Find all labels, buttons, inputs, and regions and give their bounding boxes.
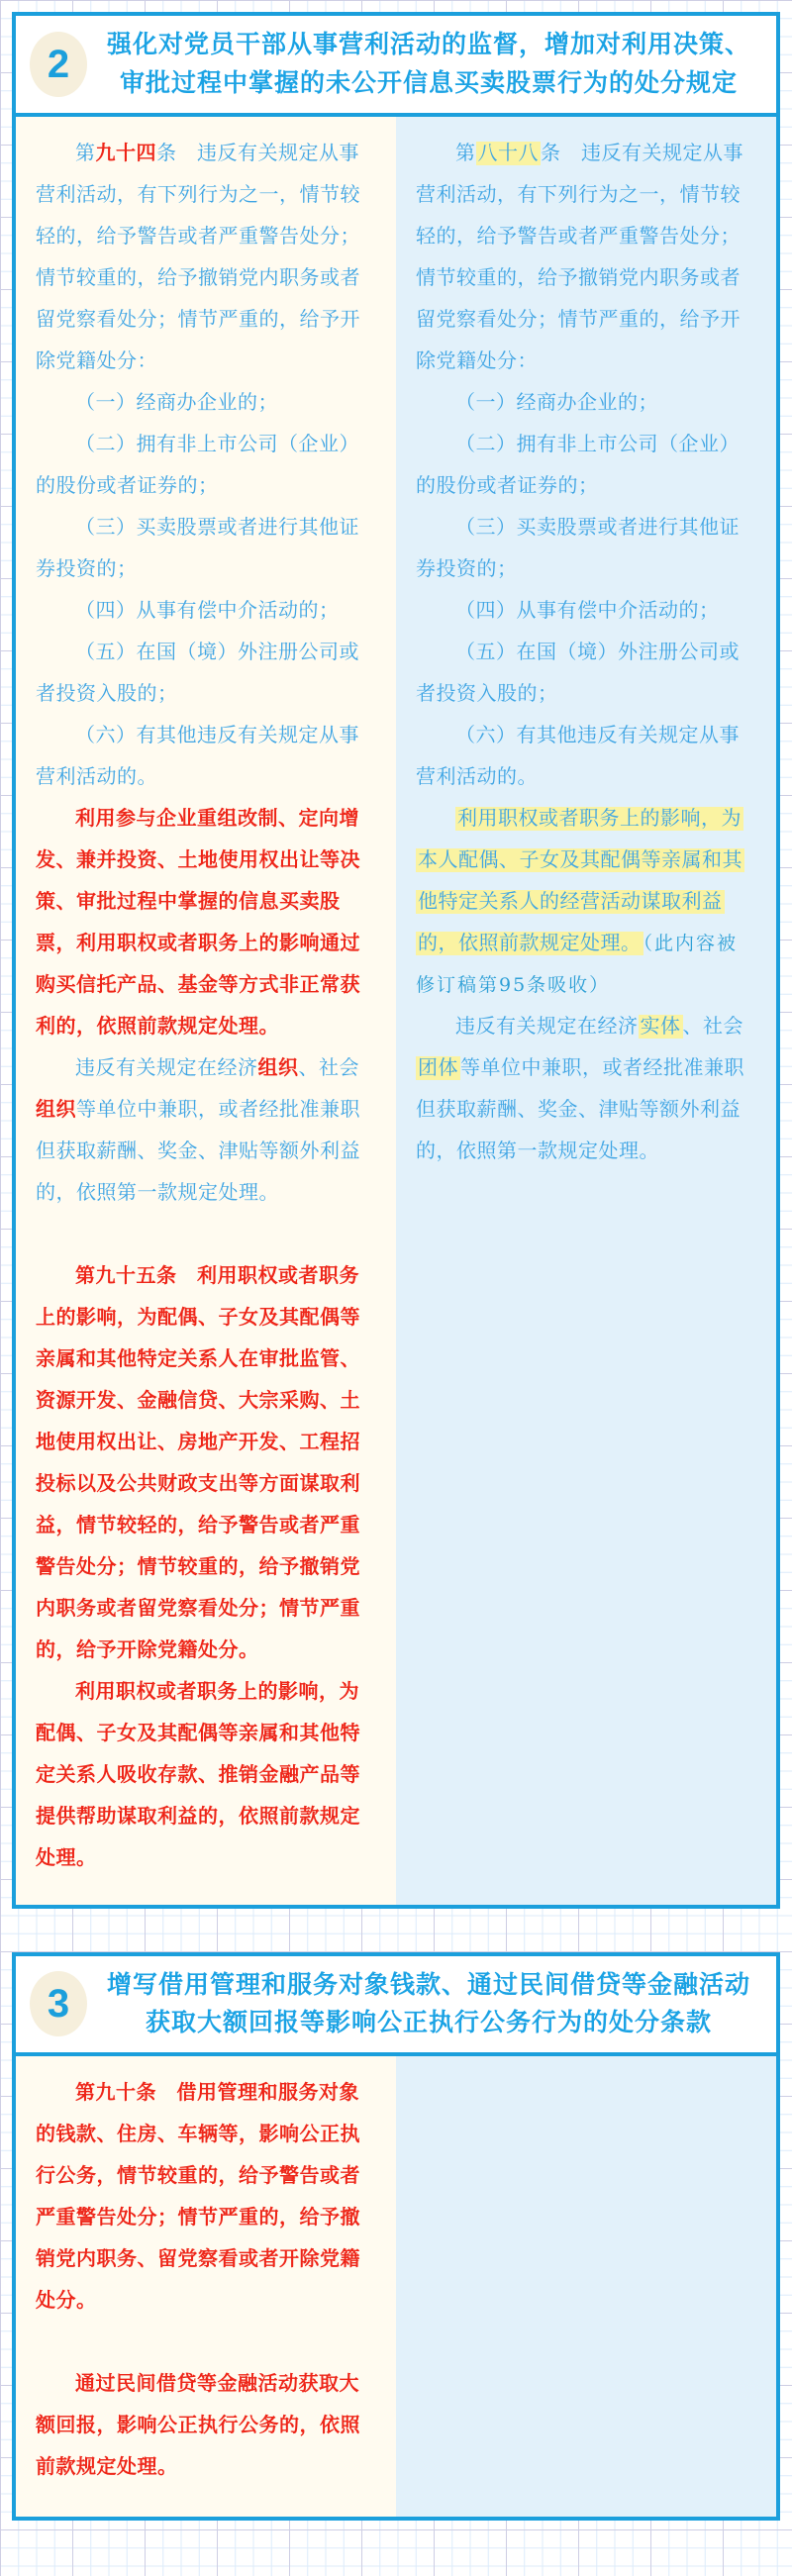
paragraph (416, 424, 756, 507)
text-run: 第九十五条 利用职权或者职务上的影响，为配偶、子女及其配偶等亲属和其他特定关系人在审批监管、资源开发、金融信贷、大宗采购、土地使用权出让、房地产开发、工程招投标以及公共财政支出等方面谋取利益，情节较轻的，给予警告或者严重警告处分；情节较重的，给予撤销党内职务或者留党察看处分；情节严重的，给予开除党籍处分。 (36, 1264, 360, 1661)
section-2-new-version-column (396, 117, 776, 1905)
section-3-title: 增写借用管理和服务对象钱款、通过民间借贷等金融活动获取大额回报等影响公正执行公务行为的处分条款 (106, 1970, 750, 2037)
text-run: 违反有关规定在经济 (75, 1056, 258, 1079)
paragraph (36, 507, 376, 590)
paragraph (36, 590, 376, 632)
text-run: 利用职权或者职务上的影响，为配偶、子女及其配偶等亲属和其他特定关系人吸收存款、推销金融产品等提供帮助谋取利益的，依照前款规定处理。 (36, 1680, 360, 1869)
text-run: 、社会 (682, 1015, 743, 1038)
paragraph (36, 632, 376, 715)
text-run: （五）在国（境）外注册公司或者投资入股的； (416, 641, 740, 705)
text-run: 通过民间借贷等金融活动获取大额回报，影响公正执行公务的，依照前款规定处理。 (36, 2373, 360, 2478)
text-run: 等单位中兼职，或者经批准兼职但获取薪酬、奖金、津贴等额外利益的，依照第一款规定处理。 (36, 1098, 360, 1204)
paragraph (36, 798, 376, 1047)
text-run: 等单位中兼职，或者经批准兼职但获取薪酬、奖金、津贴等额外利益的，依照第一款规定处理。 (416, 1056, 744, 1162)
section-3-card (12, 1952, 780, 2522)
paragraph (36, 424, 376, 507)
section-3-new-version-column (396, 2056, 776, 2517)
text-run: 第九十条 借用管理和服务对象的钱款、住房、车辆等，影响公正执行公务，情节较重的，给予警告或者严重警告处分；情节严重的，给予撤销党内职务、留党察看或者开除党籍处分。 (36, 2082, 360, 2312)
section-3-number: 3 (47, 1982, 70, 2027)
text-run: 团体 (418, 1056, 458, 1079)
text-run: （四）从事有偿中介活动的； (75, 599, 340, 622)
section-2-card (12, 12, 780, 1909)
text-run: （二）拥有非上市公司（企业）的股份或者证券的； (416, 433, 740, 497)
text-run: （六）有其他违反有关规定从事营利活动的。 (416, 724, 740, 788)
section-2-number-badge (30, 32, 87, 97)
text-run: 条 违反有关规定从事营利活动，有下列行为之一，情节较轻的，给予警告或者严重警告处分；情节较重的，给予撤销党内职务或者留党察看处分；情节严重的，给予开除党籍处分： (416, 142, 743, 372)
text-run: 利用职权或者职务上的影响，为本人配偶、子女及其配偶等亲属和其他特定关系人的经营活动谋取利益的，依照前款规定处理。 (418, 807, 742, 954)
text-run: 条 违反有关规定从事营利活动，有下列行为之一，情节较轻的，给予警告或者严重警告处分；情节较重的，给予撤销党内职务或者留党察看处分；情节严重的，给予开除党籍处分： (36, 142, 360, 372)
paragraph (416, 507, 756, 590)
paragraph (36, 1255, 376, 1671)
paragraph (36, 715, 376, 798)
text-run: 第 (75, 142, 96, 164)
text-run: （四）从事有偿中介活动的； (455, 599, 720, 622)
text-run: （六）有其他违反有关规定从事营利活动的。 (36, 724, 359, 788)
section-3-comparison (16, 2056, 776, 2517)
section-2-title: 强化对党员干部从事营利活动的监督，增加对利用决策、审批过程中掌握的未公开信息买卖股票行为的处分规定 (106, 31, 750, 97)
text-run: 八十八 (477, 142, 539, 164)
section-3-number-badge (30, 1971, 87, 2036)
text-run: 组织 (36, 1098, 76, 1121)
paragraph (416, 133, 756, 382)
section-2-old-version-column (16, 117, 396, 1905)
section-3-old-version-column (16, 2056, 396, 2517)
section-2-number: 2 (47, 42, 70, 86)
text-run: （二）拥有非上市公司（企业）的股份或者证券的； (36, 433, 359, 497)
text-run: （一）经商办企业的； (75, 391, 278, 414)
text-run: 利用参与企业重组改制、定向增发、兼并投资、土地使用权出让等决策、审批过程中掌握的信息买卖股票，利用职权或者职务上的影响通过购买信托产品、基金等方式非正常获利的，依照前款规定处理。 (36, 807, 360, 1038)
text-run: 第 (455, 142, 476, 164)
text-run: （五）在国（境）外注册公司或者投资入股的； (36, 641, 359, 705)
paragraph (36, 1671, 376, 1879)
text-run: 组织 (257, 1056, 299, 1079)
text-run: （三）买卖股票或者进行其他证券投资的； (36, 516, 359, 580)
section-3-header (16, 1956, 776, 2057)
paragraph (36, 2072, 376, 2322)
paragraph (36, 1047, 376, 1214)
paragraph (36, 382, 376, 424)
text-run: （一）经商办企业的； (455, 391, 658, 414)
paragraph (416, 590, 756, 632)
paragraph (416, 1006, 756, 1172)
section-2-header (16, 16, 776, 117)
paragraph (36, 2363, 376, 2488)
text-run: 、社会 (298, 1056, 359, 1079)
text-run: 实体 (640, 1015, 681, 1038)
paragraph (416, 632, 756, 715)
section-2-comparison (16, 117, 776, 1905)
text-run: （三）买卖股票或者进行其他证券投资的； (416, 516, 740, 580)
paragraph (36, 133, 376, 382)
text-run: （此内容被修订稿第95条吸收） (416, 932, 739, 996)
text-run: 违反有关规定在经济 (455, 1015, 639, 1038)
paragraph (416, 382, 756, 424)
text-run: 九十四 (95, 142, 156, 164)
paragraph (416, 798, 756, 1006)
paragraph (416, 715, 756, 798)
